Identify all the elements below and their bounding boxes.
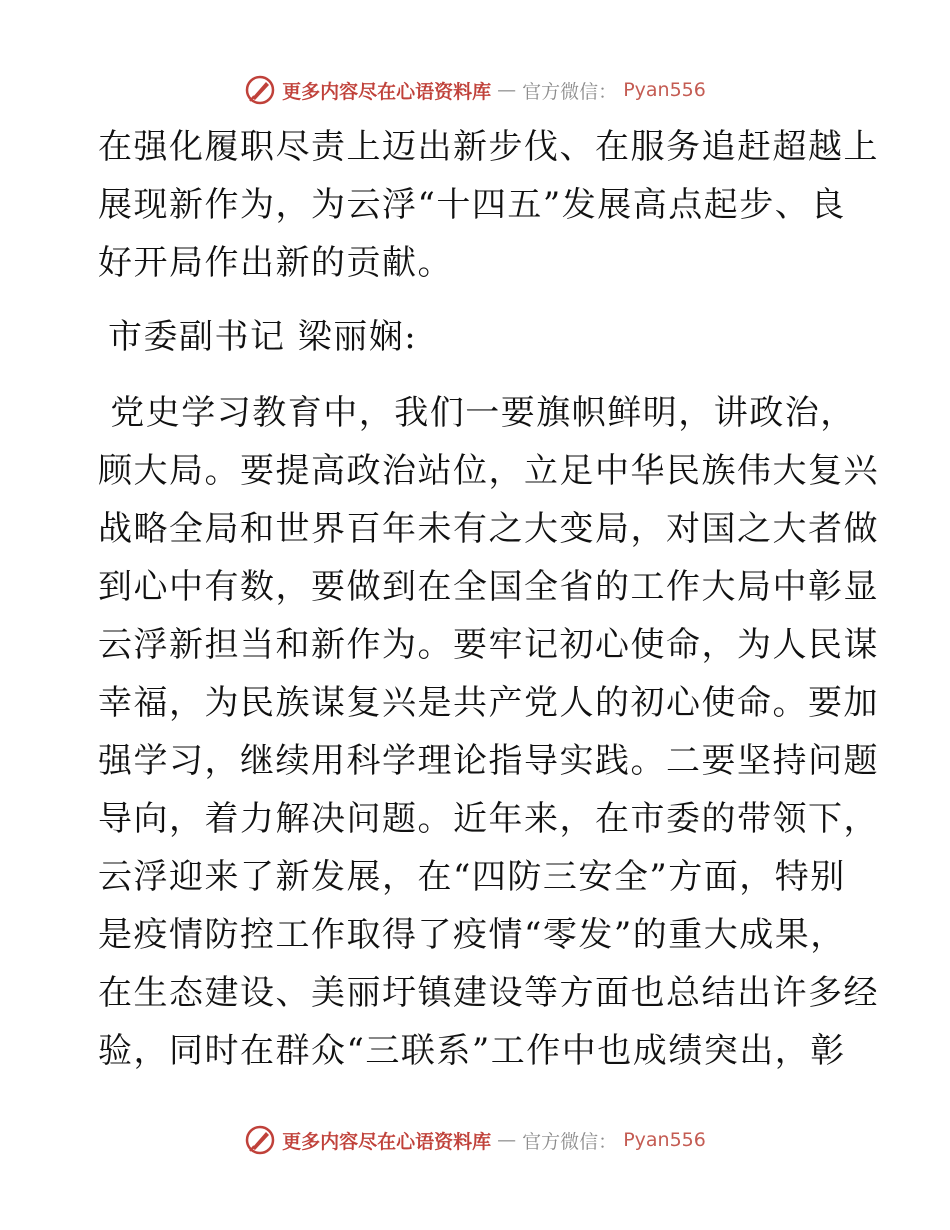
paragraph-1: [98, 118, 879, 292]
watermark-dash: —: [497, 79, 517, 101]
paragraph-2-line: 在生态建设、美丽圩镇建设等方面也总结出许多经: [98, 973, 879, 1013]
paragraph-2: [98, 384, 879, 1080]
speaker-name: 市委副书记 梁丽娴:: [108, 317, 418, 357]
watermark-id: Pyan556: [623, 1129, 706, 1151]
paragraph-2-line: 云浮新担当和新作为。要牢记初心使命，为人民谋: [98, 625, 879, 665]
paragraph-2-line: 党史学习教育中，我们一要旗帜鲜明，讲政治，: [98, 393, 856, 433]
paragraph-2-line: 顾大局。要提高政治站位，立足中华民族伟大复兴: [98, 451, 879, 491]
watermark-label: 官方微信：: [522, 80, 618, 103]
quill-logo-icon: [244, 74, 276, 106]
paragraph-2-line: 是疫情防控工作取得了疫情“零发”的重大成果，: [98, 915, 846, 955]
watermark-label: 官方微信：: [522, 1130, 618, 1153]
paragraph-2-line: 幸福，为民族谋复兴是共产党人的初心使命。要加: [98, 683, 879, 723]
watermark-site: 更多内容尽在心语资料库: [282, 1130, 492, 1153]
paragraph-2-line: 到心中有数，要做到在全国全省的工作大局中彰显: [98, 567, 879, 607]
paragraph-2-line: 云浮迎来了新发展，在“四防三安全”方面，特别: [98, 857, 846, 897]
paragraph-2-line: 验，同时在群众“三联系”工作中也成绩突出，彰: [98, 1031, 846, 1071]
paragraph-1-line: 展现新作为，为云浮“十四五”发展高点起步、良: [98, 185, 846, 225]
paragraph-1-line: 好开局作出新的贡献。: [98, 243, 453, 283]
paragraph-2-line: 强学习，继续用科学理论指导实践。二要坚持问题: [98, 741, 879, 781]
watermark-site: 更多内容尽在心语资料库: [282, 80, 492, 103]
paragraph-2-line: 导向，着力解决问题。近年来，在市委的带领下，: [98, 799, 879, 839]
header-watermark: [0, 72, 950, 108]
quill-logo-icon: [244, 1124, 276, 1156]
speaker-heading: [108, 308, 863, 366]
paragraph-1-line: 在强化履职尽责上迈出新步伐、在服务追赶超越上: [98, 127, 879, 167]
footer-watermark: [0, 1122, 950, 1158]
watermark-id: Pyan556: [623, 79, 706, 101]
paragraph-2-line: 战略全局和世界百年未有之大变局，对国之大者做: [98, 509, 879, 549]
watermark-dash: —: [497, 1129, 517, 1151]
